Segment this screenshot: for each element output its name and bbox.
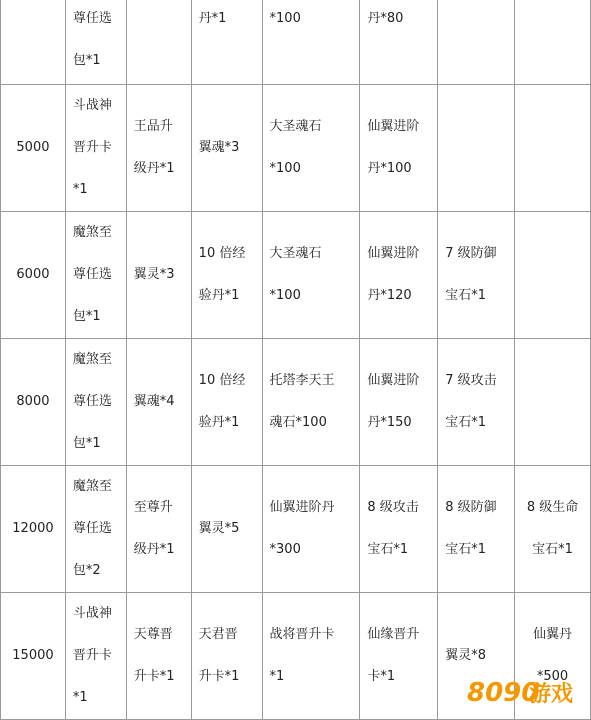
reward-text: 斗战神 晋升卡 *1 [72,98,112,197]
reward-cell [126,0,191,85]
amount-cell [1,466,66,593]
reward-text: 魔煞至 尊任选 包*1 [72,225,112,324]
table-row [1,85,591,212]
reward-text: 托塔李天王 魂石*100 [269,373,335,430]
reward-text: 尊任选 包*1 [72,11,112,68]
site-logo [467,669,585,709]
amount-cell [1,339,66,466]
table-row [1,212,591,339]
reward-text: 魔煞至 尊任选 包*1 [72,352,112,451]
reward-cell [191,339,262,466]
reward-text: 仙翼进阶丹 *300 [269,500,335,557]
reward-cell [262,85,360,212]
reward-text: 10 倍经 验丹*1 [198,373,246,430]
reward-cell [360,0,438,85]
reward-text: 丹*80 [367,11,404,26]
reward-text: 翼灵*5 [198,521,240,536]
reward-cell [126,85,191,212]
reward-text: 翼魂*4 [133,394,175,409]
reward-cell [515,466,591,593]
reward-text: 8 级攻击 宝石*1 [367,500,419,557]
reward-cell [262,593,360,720]
reward-text: 王品升 级丹*1 [133,119,175,176]
reward-text: 战将晋升卡 *1 [269,627,335,684]
reward-text: 翼魂*3 [198,140,240,155]
reward-cell [65,212,126,339]
reward-text: 翼灵*3 [133,267,175,282]
amount-cell [1,85,66,212]
reward-text: 仙翼进阶 丹*100 [367,119,420,176]
svg-text:8090: 8090 [467,678,540,708]
reward-cell [438,0,515,85]
reward-cell [438,466,515,593]
amount-text: 12000 [12,521,54,536]
reward-cell [360,339,438,466]
reward-text: 7 级防御 宝石*1 [445,246,497,303]
reward-cell [65,593,126,720]
amount-text: 15000 [12,648,54,663]
table-row [1,0,591,85]
reward-text: 翼灵*8 [445,648,487,663]
reward-cell [360,593,438,720]
reward-text: 仙翼丹 *500 [533,627,573,684]
reward-cell [515,85,591,212]
svg-text:游戏: 游戏 [529,682,574,707]
amount-text: 6000 [16,267,50,282]
reward-cell [438,212,515,339]
reward-text: 斗战神 晋升卡 *1 [72,606,112,705]
reward-text: 魔煞至 尊任选 包*2 [72,479,112,578]
amount-cell [1,593,66,720]
table-row [1,339,591,466]
reward-cell [65,0,126,85]
reward-cell [126,593,191,720]
reward-cell [126,339,191,466]
reward-text: 仙翼进阶 丹*120 [367,246,420,303]
reward-cell [191,466,262,593]
reward-text: 仙翼进阶 丹*150 [367,373,420,430]
reward-cell [262,339,360,466]
reward-cell [262,0,360,85]
reward-cell [262,466,360,593]
reward-cell [360,85,438,212]
reward-cell [262,212,360,339]
reward-cell [65,339,126,466]
reward-cell [126,212,191,339]
reward-cell [515,0,591,85]
reward-text: 天君晋 升卡*1 [198,627,240,684]
amount-text: 8000 [16,394,50,409]
reward-text: 大圣魂石 *100 [269,119,322,176]
reward-text: *100 [269,11,301,26]
reward-text: 10 倍经 验丹*1 [198,246,246,303]
reward-cell [191,593,262,720]
amount-text: 5000 [16,140,50,155]
reward-text: 丹*1 [198,11,227,26]
reward-cell [191,0,262,85]
amount-cell [1,212,66,339]
reward-text: 8 级生命 宝石*1 [526,500,579,557]
reward-cell [515,212,591,339]
table-row [1,466,591,593]
reward-cell [438,339,515,466]
reward-text: 天尊晋 升卡*1 [133,627,175,684]
reward-cell [65,85,126,212]
reward-cell [191,85,262,212]
reward-cell [438,85,515,212]
reward-text: 至尊升 级丹*1 [133,500,175,557]
reward-text: 7 级攻击 宝石*1 [445,373,497,430]
reward-cell [65,466,126,593]
reward-text: 大圣魂石 *100 [269,246,322,303]
reward-cell [360,212,438,339]
reward-text: 8 级防御 宝石*1 [445,500,497,557]
reward-cell [360,466,438,593]
reward-cell [126,466,191,593]
reward-cell [515,339,591,466]
reward-cell [191,212,262,339]
amount-cell [1,0,66,85]
reward-text: 仙缘晋升 卡*1 [367,627,420,684]
